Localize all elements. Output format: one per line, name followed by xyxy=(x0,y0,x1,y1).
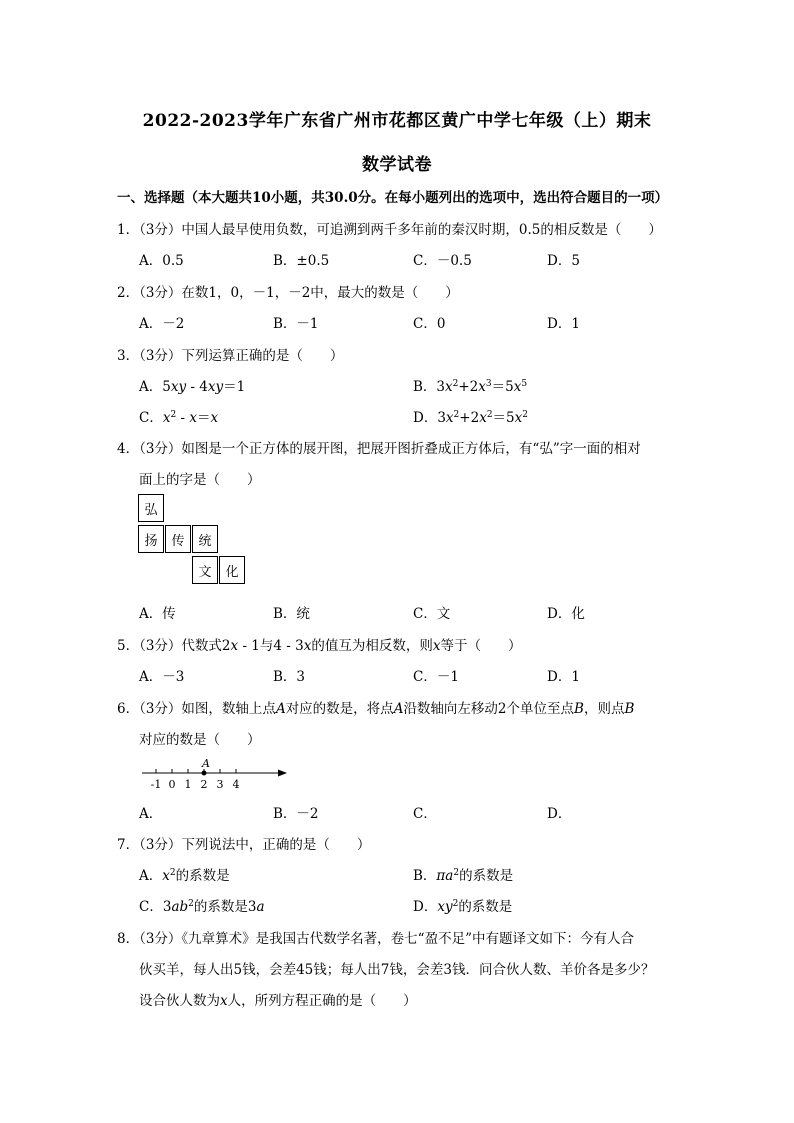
net-cell: 扬 xyxy=(138,525,164,553)
number-line-tick-label: -1 xyxy=(150,778,162,791)
point-a-label: A xyxy=(202,757,210,770)
q5-option-d: D．1 xyxy=(547,669,580,685)
net-cell: 化 xyxy=(219,556,245,584)
number-line-tick-label: 2 xyxy=(200,778,208,791)
q3-option-b: B．$3x^2+2x^3=5x^5$ xyxy=(413,379,528,395)
question-5-text: 5．（3分）代数式2x - 1与4 - 3x的值互为相反数，则x等于（ ） xyxy=(117,638,522,654)
number-line-tick-label: 1 xyxy=(184,778,192,791)
q6-option-b: B．－2 xyxy=(273,806,319,822)
q2-option-c: C．0 xyxy=(413,316,446,332)
net-cell: 弘 xyxy=(138,494,164,522)
section-heading: 一、选择题（本大题共10小题，共30.0分。在每小题列出的选项中，选出符合题目的一项） xyxy=(117,190,669,206)
question-3-text: 3．（3分）下列运算正确的是（ ） xyxy=(117,348,344,364)
exam-title-line2: 数学试卷 xyxy=(362,155,432,175)
q6-option-c: C． xyxy=(413,806,437,822)
q5-option-b: B．3 xyxy=(273,669,306,685)
q5-option-a: A．－3 xyxy=(139,669,185,685)
q2-option-b: B．－1 xyxy=(273,316,319,332)
question-4-text-line2: 面上的字是（ ） xyxy=(139,472,261,488)
question-6-text-line2: 对应的数是（ ） xyxy=(139,732,261,748)
number-line-tick-label: 3 xyxy=(216,778,224,791)
number-line-arrow xyxy=(278,770,287,777)
question-1-text: 1．（3分）中国人最早使用负数，可追溯到两千多年前的秦汉时期，0.5的相反数是（ ） xyxy=(117,222,662,238)
q3-option-c: C．$x^2 - x=x$ xyxy=(139,410,219,426)
net-cell: 文 xyxy=(192,556,218,584)
q4-option-b: B．统 xyxy=(273,606,310,622)
question-4-text-line1: 4．（3分）如图是一个正方体的展开图，把展开图折叠成正方体后，有“弘”字一面的相对 xyxy=(117,441,641,457)
point-a-dot xyxy=(202,771,207,776)
q4-option-c: C．文 xyxy=(413,606,451,622)
q7-option-b: B．$\pi a^2$的系数是 xyxy=(413,868,514,884)
q1-option-c: C．－0.5 xyxy=(413,253,472,269)
q1-option-a: A．0.5 xyxy=(139,253,184,269)
q2-option-a: A．－2 xyxy=(139,316,185,332)
q3-option-d: D．$3x^2+2x^2=5x^2$ xyxy=(413,410,528,426)
q1-option-d: D．5 xyxy=(547,253,580,269)
q5-option-c: C．－1 xyxy=(413,669,459,685)
q7-option-a: A．$x^2$的系数是 xyxy=(139,868,230,884)
question-2-text: 2．（3分）在数1，0，－1，－2中，最大的数是（ ） xyxy=(117,285,459,301)
exam-title-line1: 2022-2023学年广东省广州市花都区黄广中学七年级（上）期末 xyxy=(142,111,652,131)
cube-net-figure xyxy=(138,494,250,590)
question-7-text: 7．（3分）下列说法中，正确的是（ ） xyxy=(117,837,371,853)
number-line-ticks xyxy=(151,769,240,791)
net-cell: 传 xyxy=(165,525,191,553)
number-line-tick-label: 0 xyxy=(168,778,176,791)
q6-option-a: A． xyxy=(139,806,163,822)
q2-option-d: D．1 xyxy=(547,316,580,332)
q4-option-a: A．传 xyxy=(139,606,176,622)
q7-option-c: C．$3ab^2$的系数是3a xyxy=(139,899,265,915)
question-8-text-line2: 伙买羊，每人出5钱，会差45钱；每人出7钱，会差3钱．问合伙人数、羊价各是多少？ xyxy=(139,962,655,978)
q7-option-d: D．$xy^2$的系数是 xyxy=(413,899,513,915)
net-cell: 统 xyxy=(192,525,218,553)
q4-option-d: D．化 xyxy=(547,606,585,622)
q6-option-d: D． xyxy=(547,806,572,822)
question-8-text-line1: 8．（3分）《九章算术》是我国古代数学名著，卷七“盈不足”中有题译文如下：今有人合 xyxy=(117,931,634,947)
number-line-figure xyxy=(140,755,300,795)
q1-option-b: B．±0.5 xyxy=(273,253,330,269)
q3-option-a: A．5xy - 4xy＝1 xyxy=(139,379,246,395)
question-6-text: 6．（3分）如图，数轴上点A对应的数是，将点A沿数轴向左移动2个单位至点B，则点B xyxy=(117,701,635,717)
number-line-tick-label: 4 xyxy=(232,778,240,791)
question-8-text-line3: 设合伙人数为x人，所列方程正确的是（ ） xyxy=(139,993,417,1009)
